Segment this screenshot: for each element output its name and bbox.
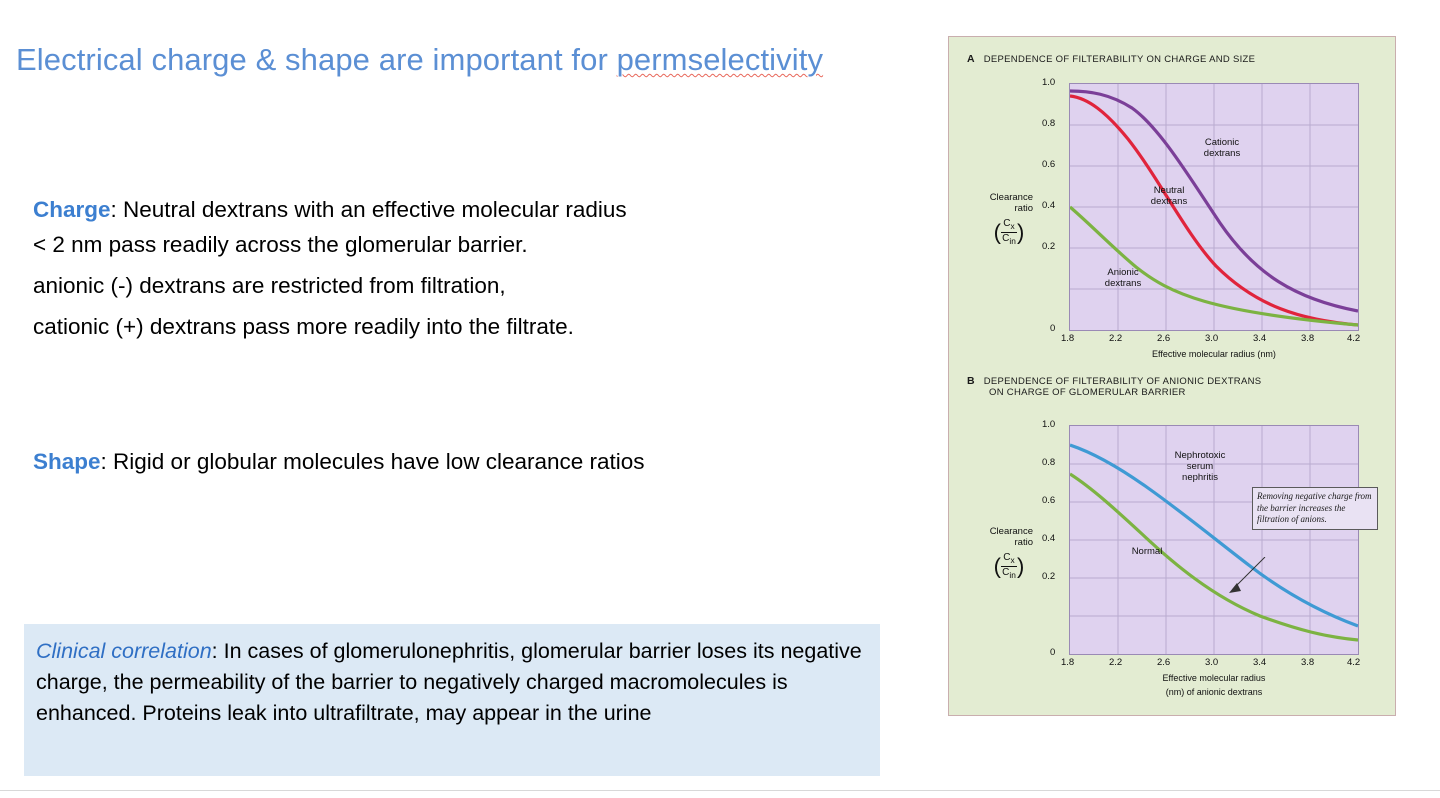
panel-b-xtick-7: 4.2 [1347,657,1361,668]
charge-line-1-text: : Neutral dextrans with an effective molecular radius [110,197,627,222]
panel-b-xtick-6: 3.8 [1301,657,1315,668]
panel-a-xtick-3: 2.6 [1157,333,1171,344]
panel-b-ytick-5: 0.2 [1042,571,1056,582]
panel-b-xtick-2: 2.2 [1109,657,1123,668]
panel-a-ytick-4: 0.4 [1042,200,1056,211]
panel-a-xtick-1: 1.8 [1061,333,1075,344]
panel-a-ytick-5: 0.2 [1042,241,1056,252]
panel-a-y-axis-line1: Clearance [989,192,1033,203]
panel-b-x-axis-label-line2: (nm) of anionic dextrans [1165,687,1263,697]
charge-line-1 [33,194,833,225]
charge-line-2: < 2 nm pass readily across the glomerular barrier. [33,232,528,257]
panel-a-xtick-2: 2.2 [1109,333,1123,344]
panel-a-xtick-4: 3.0 [1205,333,1219,344]
panel-a-y-axis-fraction: ( $C_x$ $C_{in}$) [993,218,1025,246]
title-text: Electrical charge & shape are important for [16,42,617,77]
panel-b-xtick-3: 2.6 [1157,657,1171,668]
panel-a-ytick-6: 0 [1050,323,1056,334]
panel-b-ytick-1: 1.0 [1042,419,1056,430]
clinical-correlation-text: : In cases of glomerulonephritis, glomerular barrier loses its negative charge, the permeability of the barrier to negatively charged macromolecules is enhanced. Proteins leak into ultrafiltrate, may appear in the urine [36,639,862,725]
panel-b-y-axis-label [971,526,1033,548]
panel-a-xtick-7: 4.2 [1347,333,1361,344]
panel-b-ytick-6: 0 [1050,647,1056,658]
panel-a-xtick-6: 3.8 [1301,333,1315,344]
page-title [16,40,916,80]
panel-b-y-axis-fraction: ( $C_x$ $C_{in}$) [993,552,1025,580]
panel-b-y-axis-line1: Clearance [989,526,1033,537]
charge-lead-label: Charge [33,197,111,222]
panel-a-label-anionic: Anionic dextrans [1104,267,1142,289]
panel-b-xtick-5: 3.4 [1253,657,1267,668]
panel-a-y-axis-line2: ratio [1014,203,1033,214]
panel-b-x-axis-label-line1: Effective molecular radius [1162,673,1266,683]
panel-b-heading [967,375,1387,398]
charge-paragraph-block [33,194,833,352]
shape-line [33,446,833,477]
panel-a-label-cationic: Cationic dextrans [1203,137,1241,159]
panel-b-ytick-3: 0.6 [1042,495,1056,506]
panel-a-chart-svg [1070,84,1358,330]
panel-b-heading-line2: ON CHARGE OF GLOMERULAR BARRIER [989,387,1186,398]
panel-a-plot-area [1069,83,1359,331]
panel-a-ytick-1: 1.0 [1042,77,1056,88]
figure-panel-image [948,36,1396,716]
panel-a-ytick-2: 0.8 [1042,118,1056,129]
panel-a-letter: A [967,53,975,65]
shape-paragraph-block [33,446,833,487]
panel-b-y-axis-line2: ratio [1014,537,1033,548]
panel-a-ytick-3: 0.6 [1042,159,1056,170]
panel-b-ytick-4: 0.4 [1042,533,1056,544]
clinical-correlation-box [24,624,880,776]
panel-b-heading-line1: DEPENDENCE OF FILTERABILITY OF ANIONIC DEXTRANS [983,376,1262,387]
charge-line-4: cationic (+) dextrans pass more readily into the filtrate. [33,314,574,339]
title-misspelled-word: permselectivity [616,42,824,77]
charge-line-3: anionic (-) dextrans are restricted from filtration, [33,273,506,298]
panel-b-letter: B [967,375,975,387]
clinical-correlation-label: Clinical correlation [36,639,212,663]
panel-b-label-nephritis: Nephrotoxic serum nephritis [1174,450,1226,483]
panel-b-callout-leader-line [1229,557,1269,593]
panel-b-xtick-4: 3.0 [1205,657,1219,668]
panel-b-xtick-1: 1.8 [1061,657,1075,668]
shape-lead-label: Shape [33,449,101,474]
panel-a-x-axis-label: Effective molecular radius (nm) [1152,349,1276,359]
panel-a-xtick-5: 3.4 [1253,333,1267,344]
panel-a-label-neutral: Neutral dextrans [1150,185,1188,207]
panel-b-ytick-2: 0.8 [1042,457,1056,468]
panel-a-heading [967,53,1255,65]
panel-b-annotation-callout: Removing negative charge from the barrier increases the filtration of anions. [1252,487,1378,530]
panel-a-heading-text: DEPENDENCE OF FILTERABILITY ON CHARGE AND SIZE [983,54,1256,65]
panel-b-label-normal: Normal [1131,546,1163,557]
panel-a-y-axis-label [971,192,1033,214]
shape-line-text: : Rigid or globular molecules have low clearance ratios [100,449,645,474]
